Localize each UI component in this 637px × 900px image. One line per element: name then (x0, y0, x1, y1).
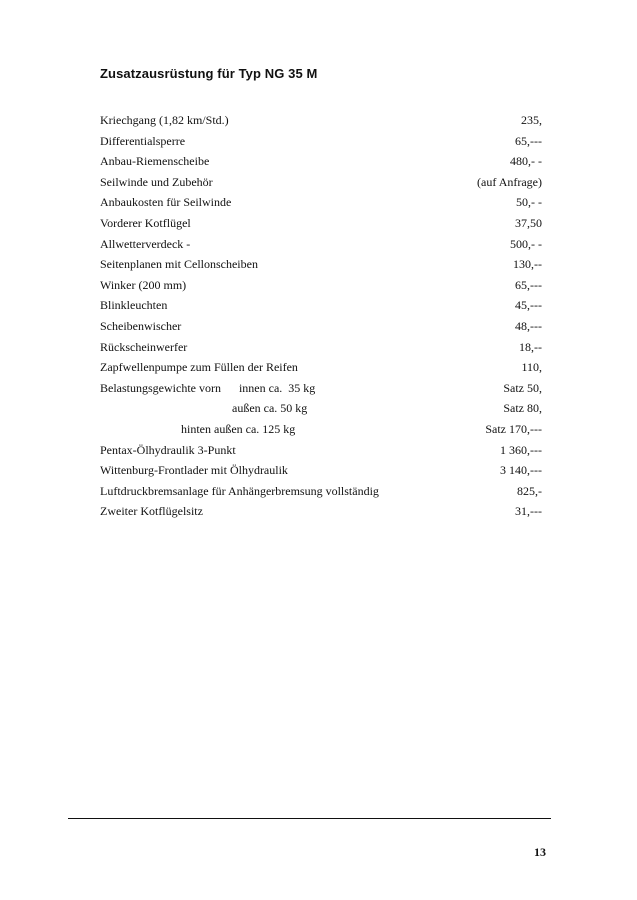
price-row (0, 213, 637, 234)
price-row (0, 275, 637, 296)
price-row (0, 501, 637, 522)
item-label: Wittenburg-Frontlader mit Ölhydraulik (100, 463, 288, 478)
price-row (0, 378, 637, 399)
price-row (0, 337, 637, 358)
item-price: 1 360,--- (500, 442, 542, 457)
page-title: Zusatzausrüstung für Typ NG 35 M (100, 66, 318, 81)
item-label: Vorderer Kotflügel (100, 215, 191, 230)
item-label: Kriechgang (1,82 km/Std.) (100, 113, 229, 127)
price-row (0, 481, 637, 502)
item-label: Blinkleuchten (100, 298, 168, 313)
price-row (0, 234, 637, 255)
price-row (0, 316, 637, 337)
price-row (0, 440, 637, 461)
item-label: außen ca. 50 kg (232, 401, 308, 416)
item-price: 50,- - (516, 195, 542, 210)
item-price: 480,- - (510, 154, 542, 169)
price-row (0, 460, 637, 481)
item-price: 37,50 (515, 215, 542, 230)
item-price: 45,--- (515, 298, 542, 313)
item-label: Zweiter Kotflügelsitz (100, 504, 203, 519)
item-label: Zapfwellenpumpe zum Füllen der Reifen (100, 360, 298, 375)
item-label: Seitenplanen mit Cellonscheiben (100, 257, 258, 272)
price-row (0, 192, 637, 213)
item-label: Seilwinde und Zubehör (100, 174, 213, 189)
item-price: 235, (521, 113, 542, 127)
footer-rule (68, 818, 551, 819)
item-label: hinten außen ca. 125 kg (181, 421, 296, 436)
item-price: 18,-- (519, 339, 542, 354)
item-label: Belastungsgewichte vorn innen ca. 35 kg (100, 380, 316, 395)
item-price: 65,--- (515, 133, 542, 148)
price-row (0, 110, 637, 131)
item-price: 130,-- (513, 257, 542, 272)
item-label: Allwetterverdeck - (100, 236, 191, 251)
price-row (0, 172, 637, 193)
price-row (0, 419, 637, 440)
price-row (0, 254, 637, 275)
price-row (0, 357, 637, 378)
item-price: Satz 80, (503, 401, 542, 416)
item-label: Pentax-Ölhydraulik 3-Punkt (100, 442, 236, 457)
price-list (0, 110, 637, 522)
item-price: 500,- - (510, 236, 542, 251)
price-row (0, 295, 637, 316)
item-price: 65,--- (515, 277, 542, 292)
item-label: Rückscheinwerfer (100, 339, 188, 354)
price-row (0, 398, 637, 419)
item-price: Satz 50, (503, 380, 542, 395)
item-label: Winker (200 mm) (100, 277, 187, 292)
item-price: 825,- (517, 483, 542, 498)
price-row (0, 131, 637, 152)
item-price: (auf Anfrage) (477, 174, 542, 189)
item-price: Satz 170,--- (485, 421, 542, 436)
item-label: Luftdruckbremsanlage für Anhängerbremsung vollständig (100, 483, 379, 498)
price-row (0, 151, 637, 172)
page-number: 13 (534, 845, 546, 859)
item-price: 110, (521, 360, 542, 375)
item-label: Scheibenwischer (100, 318, 182, 333)
item-label: Anbau-Riemenscheibe (100, 154, 210, 169)
item-price: 31,--- (515, 504, 542, 519)
item-price: 48,--- (515, 318, 542, 333)
item-label: Anbaukosten für Seilwinde (100, 195, 232, 210)
item-price: 3 140,--- (500, 463, 542, 478)
item-label: Differentialsperre (100, 133, 186, 148)
